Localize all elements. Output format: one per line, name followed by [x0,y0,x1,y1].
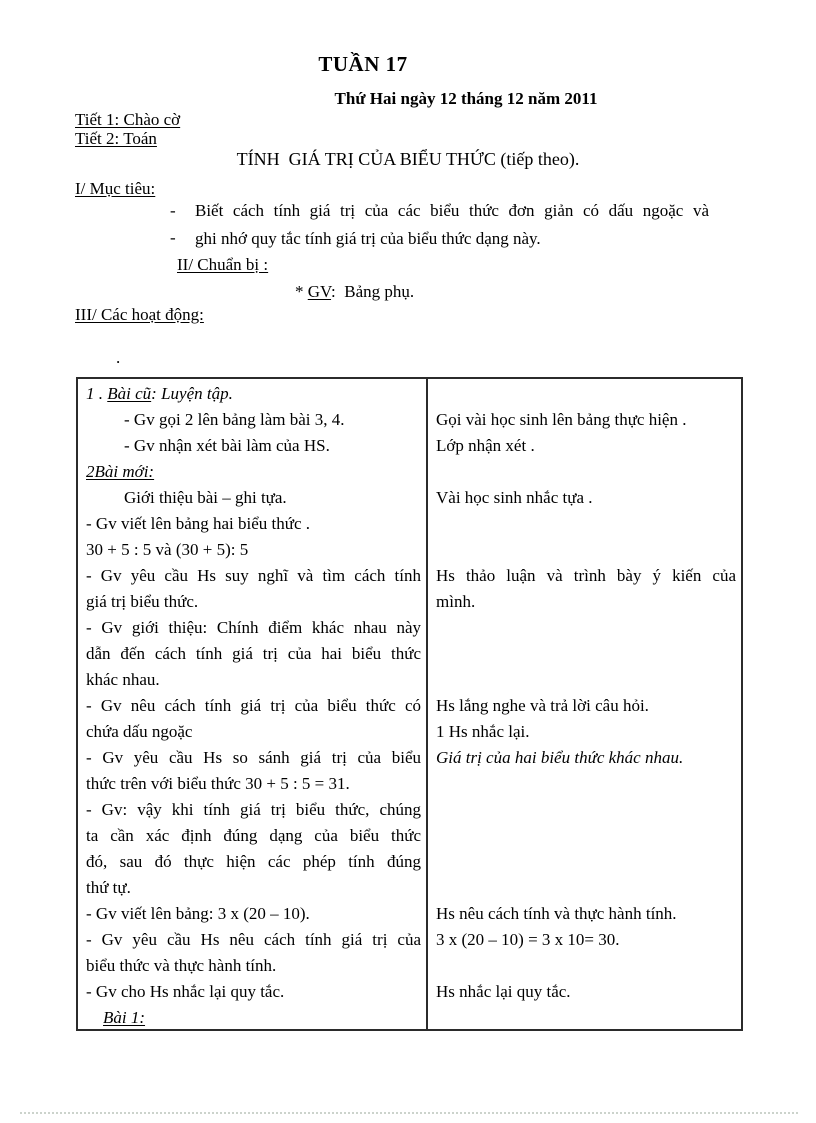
table-text-line [436,901,736,927]
table-text-line [86,537,421,563]
section-chuan-bi [177,255,268,275]
objective-2-dash: - [170,228,176,247]
table-text-segment: chứa dấu ngoặc [86,722,193,741]
table-text-line [86,953,421,979]
table-text-line [436,615,736,641]
table-text-line [86,849,421,875]
table-text-line [436,979,736,1005]
table-text-line [436,771,736,797]
table-text-line [86,563,421,589]
section-hoat-dong-text: III/ Các hoạt động: [75,305,204,324]
table-text-line [436,927,736,953]
gv-prefix: * [295,282,308,301]
table-text-line [436,823,736,849]
table-text-segment: 2Bài mới: [86,462,155,481]
table-text-segment: Hs lắng nghe và trả lời câu hỏi. [436,696,649,715]
table-text-segment: - Gv gọi 2 lên bảng làm bài 3, 4. [124,410,345,429]
table-text-line [86,1005,421,1029]
table-text-segment: : Luyện tập. [151,384,233,403]
table-text-line [86,511,421,537]
table-text-line [86,433,421,459]
table-text-segment: Bài 1: [103,1008,146,1027]
table-text-line [436,485,736,511]
section-muc-tieu [75,179,155,199]
table-text-line [86,745,421,771]
table-text-line [436,563,736,589]
date-line: Thứ Hai ngày 12 tháng 12 năm 2011 [334,89,598,108]
period-1-line [75,110,180,130]
table-text-line [436,667,736,693]
table-text-line [436,459,736,485]
table-text-line [436,719,736,745]
table-text-line [86,797,421,823]
table-text-line [86,979,421,1005]
table-text-segment: - Gv yêu cầu Hs so sánh giá trị của biểu [86,748,421,767]
table-text-segment: - Gv viết lên bảng hai biểu thức . [86,514,311,533]
table-text-segment: 30 + 5 : 5 và (30 + 5): 5 [86,540,249,559]
table-text-segment: đó, sau đó thực hiện các phép tính đúng [86,852,421,871]
table-text-line [86,667,421,693]
table-text-line [436,407,736,433]
table-text-segment: ta cần xác định đúng dạng của biểu thức [86,826,421,845]
table-text-line [436,797,736,823]
table-text-segment: 1 Hs nhắc lại. [436,722,530,741]
table-text-line [436,875,736,901]
table-text-segment: Hs thảo luận và trình bày ý kiến của [436,566,736,585]
table-text-segment: Hs nhắc lại quy tắc. [436,982,571,1001]
table-text-segment: - Gv giới thiệu: Chính điểm khác nhau này [86,618,421,637]
activities-table [76,377,743,1031]
table-text-segment: Hs nêu cách tính và thực hành tính. [436,904,677,923]
table-text-line [86,823,421,849]
table-text-line [86,589,421,615]
student-activities-cell [428,379,741,1029]
table-text-segment: khác nhau. [86,670,160,689]
table-text-segment: Lớp nhận xét . [436,436,535,455]
objective-2-text: ghi nhớ quy tắc tính giá trị của biểu thức dạng này. [195,229,541,248]
table-text-line [436,381,736,407]
table-text-line [436,1005,736,1029]
table-text-line [436,641,736,667]
section-chuan-bi-text: II/ Chuẩn bị : [177,255,269,274]
table-text-line [86,641,421,667]
table-text-segment: - Gv nhận xét bài làm của HS. [124,436,330,455]
objective-1-dash: - [170,201,176,220]
table-text-line [86,771,421,797]
table-text-line [436,589,736,615]
table-text-segment: thứ tự. [86,878,131,897]
table-text-segment: 1 . [86,384,108,403]
table-text-line [86,615,421,641]
table-text-segment: thức trên với biểu thức 30 + 5 : 5 = 31. [86,774,350,793]
table-text-line [86,407,421,433]
period-2-text: Tiết 2: Toán [75,129,157,148]
table-text-line [86,901,421,927]
table-text-segment: biểu thức và thực hành tính. [86,956,277,975]
teacher-activities-cell [78,379,428,1029]
table-text-line [436,537,736,563]
table-text-segment: - Gv nêu cách tính giá trị của biểu thức có [86,696,421,715]
table-text-segment: Giá trị của hai biểu thức khác nhau. [436,748,684,767]
table-text-segment: - Gv yêu cầu Hs suy nghĩ và tìm cách tính [86,566,421,585]
gv-value: : Bảng phụ. [331,282,415,301]
table-text-segment: giá trị biểu thức. [86,592,199,611]
table-text-line [436,953,736,979]
table-text-segment: - Gv yêu cầu Hs nêu cách tính giá trị của [86,930,421,949]
table-text-line [86,927,421,953]
table-text-line [86,485,421,511]
table-text-line [436,693,736,719]
table-text-segment: - Gv viết lên bảng: 3 x (20 – 10). [86,904,310,923]
table-text-line [436,745,736,771]
gv-preparation-line [295,282,414,302]
table-text-segment: Giới thiệu bài – ghi tựa. [124,488,287,507]
gv-label: GV [307,282,332,301]
period-2-line [75,129,157,149]
table-text-line [86,719,421,745]
objective-1-text: Biết cách tính giá trị của các biểu thức đơn giản có dấu ngoặc và [195,201,709,220]
table-text-segment: - Gv cho Hs nhắc lại quy tắc. [86,982,285,1001]
table-text-segment: Gọi vài học sinh lên bảng thực hiện . [436,410,687,429]
stray-dot: . [116,348,121,367]
section-muc-tieu-text: I/ Mục tiêu: [75,179,156,198]
table-text-line [436,849,736,875]
period-1-text: Tiết 1: Chào cờ [75,110,181,129]
section-hoat-dong [75,305,204,325]
lesson-title: TÍNH GIÁ TRỊ CỦA BIỂU THỨC (tiếp theo). [236,149,580,169]
table-text-line [86,875,421,901]
table-text-line [436,433,736,459]
table-text-line [436,511,736,537]
table-text-segment: 3 x (20 – 10) = 3 x 10= 30. [436,930,620,949]
table-text-segment: - Gv: vậy khi tính giá trị biểu thức, chúng [86,800,421,819]
table-text-segment: dẫn đến cách tính giá trị của hai biểu thức [86,644,421,663]
table-text-line [86,693,421,719]
week-title: TUẦN 17 [318,52,408,76]
table-text-segment: Bài cũ [107,384,152,403]
page-margin-dotted-line [20,1112,798,1114]
table-text-segment: Vài học sinh nhắc tựa . [436,488,593,507]
table-text-line [86,459,421,485]
table-text-segment: mình. [436,592,476,611]
table-text-line [86,381,421,407]
